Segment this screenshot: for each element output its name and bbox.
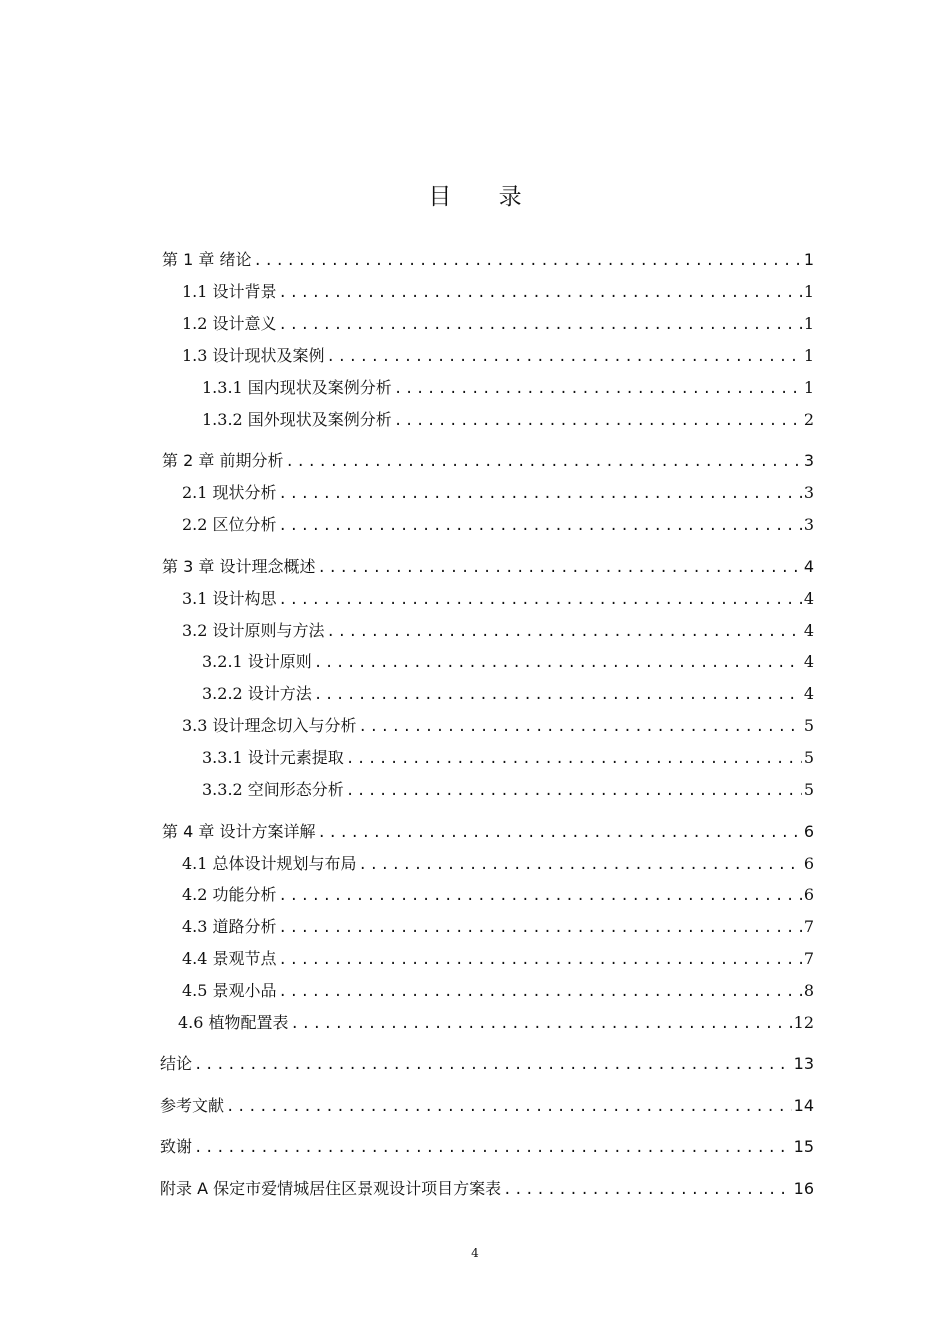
toc-entry[interactable] [160, 1178, 814, 1200]
toc-entry[interactable] [182, 980, 814, 1002]
toc-entry-label: 2.2 区位分析 [182, 515, 277, 534]
toc-leader-dots [279, 885, 802, 907]
toc-entry-page: 7 [803, 917, 814, 936]
toc-entry-page: 14 [793, 1096, 814, 1115]
toc-leader-dots [394, 410, 802, 432]
toc-entry-label: 附录 A 保定市爱情城居住区景观设计项目方案表 [160, 1179, 502, 1198]
toc-entry-page: 2 [803, 410, 814, 429]
toc-leader-dots [285, 451, 801, 473]
toc-entry-label: 第 2 章 前期分析 [162, 451, 284, 470]
toc-leader-dots [279, 282, 802, 304]
toc-leader-dots [317, 822, 801, 844]
toc-leader-dots [194, 1054, 792, 1076]
toc-leader-dots [279, 589, 802, 611]
toc-entry[interactable] [162, 249, 814, 271]
toc-leader-dots [327, 346, 802, 368]
toc-leader-dots [394, 378, 802, 400]
toc-leader-dots [346, 748, 802, 770]
toc-entry-label: 4.5 景观小品 [182, 981, 277, 1000]
toc-leader-dots [226, 1096, 792, 1118]
toc-entry-page: 4 [803, 621, 814, 640]
toc-entry-page: 4 [803, 557, 814, 576]
toc-entry-label: 3.2 设计原则与方法 [182, 621, 325, 640]
toc-entry[interactable] [182, 853, 814, 875]
toc-entry[interactable] [202, 409, 814, 431]
toc-leader-dots [279, 483, 802, 505]
toc-entry-page: 1 [803, 282, 814, 301]
toc-entry-label: 第 4 章 设计方案详解 [162, 822, 316, 841]
toc-entry[interactable] [182, 514, 814, 536]
toc-entry[interactable] [162, 450, 814, 472]
toc-entry-label: 2.1 现状分析 [182, 483, 277, 502]
toc-entry-label: 3.1 设计构思 [182, 589, 277, 608]
toc-leader-dots [314, 684, 802, 706]
toc-entry-page: 6 [803, 822, 814, 841]
toc-entry-page: 6 [803, 885, 814, 904]
toc-entry-page: 4 [803, 589, 814, 608]
toc-entry-page: 6 [803, 854, 814, 873]
toc-entry[interactable] [162, 556, 814, 578]
toc-leader-dots [279, 949, 802, 971]
toc-entry-label: 4.1 总体设计规划与布局 [182, 854, 357, 873]
toc-entry[interactable] [182, 588, 814, 610]
toc-entry-label: 1.1 设计背景 [182, 282, 277, 301]
toc-leader-dots [194, 1137, 792, 1159]
toc-entry-page: 3 [803, 515, 814, 534]
toc-entry-label: 4.6 植物配置表 [178, 1013, 289, 1032]
toc-entry[interactable] [182, 715, 814, 737]
toc-entry-page: 15 [793, 1137, 814, 1156]
toc-entry[interactable] [182, 281, 814, 303]
toc-entry-label: 4.4 景观节点 [182, 949, 277, 968]
toc-leader-dots [359, 716, 802, 738]
toc-entry-label: 第 3 章 设计理念概述 [162, 557, 316, 576]
toc-entry[interactable] [202, 779, 814, 801]
toc-entry-label: 1.3.2 国外现状及案例分析 [202, 410, 392, 429]
toc-entry-label: 3.3 设计理念切入与分析 [182, 716, 357, 735]
toc-entry-page: 5 [803, 716, 814, 735]
toc-leader-dots [279, 917, 802, 939]
toc-entry-label: 1.3 设计现状及案例 [182, 346, 325, 365]
toc-leader-dots [279, 314, 802, 336]
toc-entry-page: 1 [803, 346, 814, 365]
toc-entry[interactable] [202, 747, 814, 769]
toc-entry[interactable] [160, 1095, 814, 1117]
toc-leader-dots [279, 515, 802, 537]
toc-leader-dots [279, 981, 802, 1003]
toc-entry-page: 4 [803, 652, 814, 671]
toc-entry-page: 5 [803, 780, 814, 799]
toc-entry-page: 1 [803, 378, 814, 397]
toc-entry-label: 第 1 章 绪论 [162, 250, 252, 269]
toc-leader-dots [503, 1179, 792, 1201]
toc-leader-dots [314, 652, 802, 674]
toc-entry[interactable] [202, 651, 814, 673]
toc-entry-page: 3 [803, 483, 814, 502]
toc-entry[interactable] [182, 916, 814, 938]
toc-entry-page: 12 [793, 1013, 814, 1032]
toc-leader-dots [346, 780, 802, 802]
toc-entry-label: 4.2 功能分析 [182, 885, 277, 904]
page-number: 4 [471, 1246, 479, 1260]
toc-entry[interactable] [182, 948, 814, 970]
toc-entry[interactable] [182, 620, 814, 642]
toc-entry[interactable] [160, 1053, 814, 1075]
toc-entry-label: 1.3.1 国内现状及案例分析 [202, 378, 392, 397]
toc-leader-dots [291, 1013, 792, 1035]
toc-entry-page: 16 [793, 1179, 814, 1198]
toc-leader-dots [359, 854, 802, 876]
toc-leader-dots [317, 557, 801, 579]
toc-entry-page: 1 [803, 314, 814, 333]
toc-entry-page: 13 [793, 1054, 814, 1073]
page-title: 目 录 [428, 184, 542, 210]
toc-entry-label: 3.3.1 设计元素提取 [202, 748, 344, 767]
toc-entry-label: 1.2 设计意义 [182, 314, 277, 333]
toc-entry-page: 7 [803, 949, 814, 968]
toc-entry[interactable] [182, 345, 814, 367]
toc-entry-page: 1 [803, 250, 814, 269]
toc-entry[interactable] [182, 884, 814, 906]
toc-entry-label: 致谢 [160, 1137, 193, 1156]
toc-entry-label: 参考文献 [160, 1096, 225, 1115]
toc-entry[interactable] [182, 482, 814, 504]
toc-entry[interactable] [182, 313, 814, 335]
toc-entry-page: 4 [803, 684, 814, 703]
toc-entry-page: 3 [803, 451, 814, 470]
toc-entry[interactable] [202, 683, 814, 705]
toc-entry[interactable] [160, 1136, 814, 1158]
toc-entry-label: 4.3 道路分析 [182, 917, 277, 936]
toc-leader-dots [253, 250, 801, 272]
toc-entry[interactable] [178, 1012, 814, 1034]
toc-entry-label: 3.3.2 空间形态分析 [202, 780, 344, 799]
toc-leader-dots [327, 621, 802, 643]
toc-entry-page: 8 [803, 981, 814, 1000]
toc-entry-label: 3.2.1 设计原则 [202, 652, 312, 671]
toc-entry-page: 5 [803, 748, 814, 767]
toc-entry-label: 结论 [160, 1054, 193, 1073]
toc-entry-label: 3.2.2 设计方法 [202, 684, 312, 703]
toc-entry[interactable] [162, 821, 814, 843]
toc-entry[interactable] [202, 377, 814, 399]
